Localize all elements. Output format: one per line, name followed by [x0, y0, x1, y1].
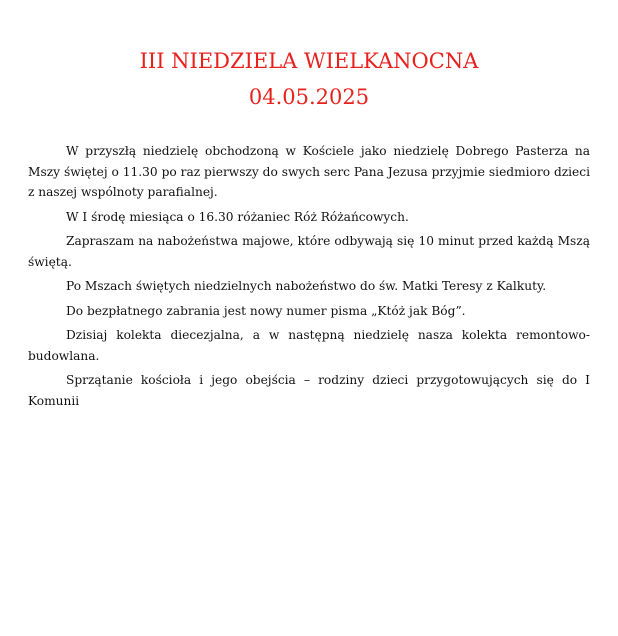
announcement-paragraph: Zapraszam na nabożeństwa majowe, które odbywają się 10 minut przed każdą Mszą świętą.: [28, 234, 590, 269]
announcement-paragraph: Do bezpłatnego zabrania jest nowy numer pisma „Któż jak Bóg”.: [66, 303, 466, 318]
announcement-paragraph: W I środę miesiąca o 16.30 różaniec Róż Różańcowych.: [66, 209, 409, 224]
announcement-paragraph: Sprzątanie kościoła i jego obejścia – rodziny dzieci przygotowujących się do I Komunii: [28, 373, 590, 408]
announcements-body: [28, 141, 590, 415]
page-date: 04.05.2025: [248, 85, 370, 109]
announcement-paragraph: Po Mszach świętych niedzielnych nabożeństwo do św. Matki Teresy z Kalkuty.: [66, 279, 547, 293]
announcement-paragraph: Dzisiaj kolekta diecezjalna, a w następną niedzielę nasza kolekta remontowo-budowlana.: [28, 328, 590, 363]
page-title: III NIEDZIELA WIELKANOCNA: [139, 49, 479, 73]
announcement-paragraph: W przyszłą niedzielę obchodzoną w Kościele jako niedzielę Dobrego Pasterza na Mszy świętej o 11.30 po raz pierwszy do swych serc Pana Jezusa przyjmie siedmioro dzieci z naszej wspólnoty parafialnej.: [28, 144, 590, 199]
